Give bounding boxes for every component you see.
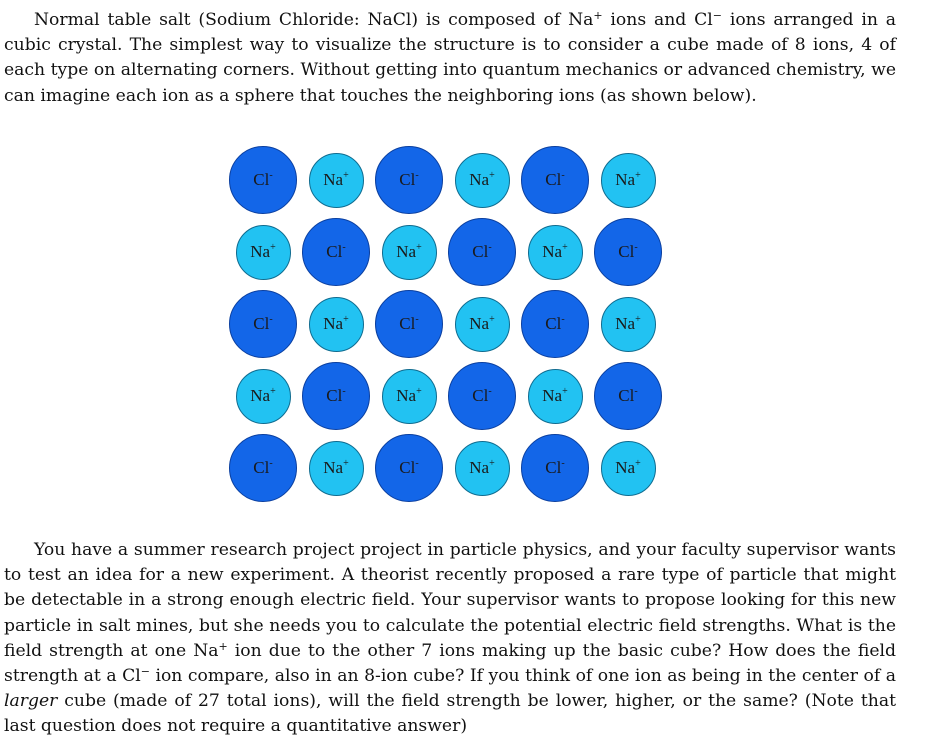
ion-label: Na+	[469, 170, 495, 189]
sodium-ion	[528, 225, 583, 280]
chloride-charge-superscript: −	[712, 9, 722, 22]
chloride-ion	[521, 146, 589, 214]
sodium-charge-superscript: +	[218, 639, 228, 653]
nacl-lattice-diagram	[229, 146, 669, 506]
ion-label: Cl-	[399, 314, 419, 333]
ion-label: Na+	[615, 170, 641, 189]
sodium-ion	[309, 297, 364, 352]
ion-label: Cl-	[399, 170, 419, 189]
ion-label: Cl-	[326, 386, 346, 405]
chloride-ion	[229, 290, 297, 358]
ion-label: Na+	[615, 314, 641, 333]
emphasis-larger: larger	[4, 691, 58, 712]
sodium-charge-superscript: +	[593, 9, 603, 22]
sodium-ion	[455, 441, 510, 496]
intro-text-2: ions and Cl	[602, 10, 713, 30]
sodium-ion	[601, 153, 656, 208]
intro-paragraph	[4, 8, 896, 109]
ion-label: Na+	[323, 170, 349, 189]
ion-label: Na+	[323, 458, 349, 477]
ion-label: Cl-	[253, 458, 273, 477]
chloride-ion	[229, 434, 297, 502]
ion-label: Na+	[396, 386, 422, 405]
chloride-ion	[594, 218, 662, 286]
ion-label: Cl-	[618, 242, 638, 261]
sodium-ion	[601, 297, 656, 352]
chloride-ion	[375, 434, 443, 502]
question-text-4: cube (made of 27 total ions), will the field strength be lower, higher, or the same? (Note that last question does not require a quantitative answer)	[4, 691, 896, 737]
sodium-ion	[455, 297, 510, 352]
ion-label: Cl-	[253, 314, 273, 333]
ion-label: Cl-	[472, 386, 492, 405]
question-paragraph	[4, 538, 896, 740]
chloride-charge-superscript: −	[140, 665, 150, 679]
ion-label: Cl-	[545, 458, 565, 477]
chloride-ion	[521, 434, 589, 502]
chloride-ion	[521, 290, 589, 358]
ion-label: Cl-	[253, 170, 273, 189]
sodium-ion	[601, 441, 656, 496]
sodium-ion	[528, 369, 583, 424]
question-text-2: ion due to the other 7 ions making up the basic cube? How does the field strength at a Cl	[4, 640, 896, 687]
ion-label: Na+	[396, 242, 422, 261]
ion-label: Cl-	[545, 170, 565, 189]
sodium-ion	[309, 441, 364, 496]
ion-label: Na+	[542, 386, 568, 405]
sodium-ion	[382, 369, 437, 424]
ion-label: Na+	[323, 314, 349, 333]
question-text-3: ion compare, also in an 8-ion cube? If you think of one ion as being in the center of a	[149, 666, 896, 687]
ion-label: Na+	[469, 458, 495, 477]
ion-label: Na+	[250, 386, 276, 405]
ion-label: Cl-	[399, 458, 419, 477]
intro-text-3: ions arranged in a cubic crystal. The simplest way to visualize the structure is to consider a cube made of 8 ions, 4 of each type on alternating corners. Without getting into quantum mechanics or advanced chemistry, we can imagine each ion as a sphere that touches the neighboring ions (as shown below).	[4, 10, 897, 106]
ion-label: Cl-	[326, 242, 346, 261]
intro-text-1: Normal table salt (Sodium Chloride: NaCl) is composed of Na	[34, 10, 594, 30]
ion-label: Na+	[250, 242, 276, 261]
chloride-ion	[375, 290, 443, 358]
chloride-ion	[302, 218, 370, 286]
ion-label: Na+	[469, 314, 495, 333]
ion-label: Cl-	[545, 314, 565, 333]
chloride-ion	[594, 362, 662, 430]
ion-label: Cl-	[618, 386, 638, 405]
question-text-1: You have a summer research project project in particle physics, and your faculty supervisor wants to test an idea for a new experiment. A theorist recently proposed a rare type of particle that might be detectable in a strong enough electric field. Your supervisor wants to propose looking for this new particle in salt mines, but she needs you to calculate the potential electric field strengths. What is the field strength at one Na	[4, 540, 896, 661]
ion-label: Na+	[615, 458, 641, 477]
sodium-ion	[455, 153, 510, 208]
ion-label: Cl-	[472, 242, 492, 261]
chloride-ion	[448, 218, 516, 286]
chloride-ion	[229, 146, 297, 214]
ion-label: Na+	[542, 242, 568, 261]
sodium-ion	[236, 225, 291, 280]
chloride-ion	[448, 362, 516, 430]
sodium-ion	[309, 153, 364, 208]
chloride-ion	[302, 362, 370, 430]
chloride-ion	[375, 146, 443, 214]
sodium-ion	[236, 369, 291, 424]
sodium-ion	[382, 225, 437, 280]
